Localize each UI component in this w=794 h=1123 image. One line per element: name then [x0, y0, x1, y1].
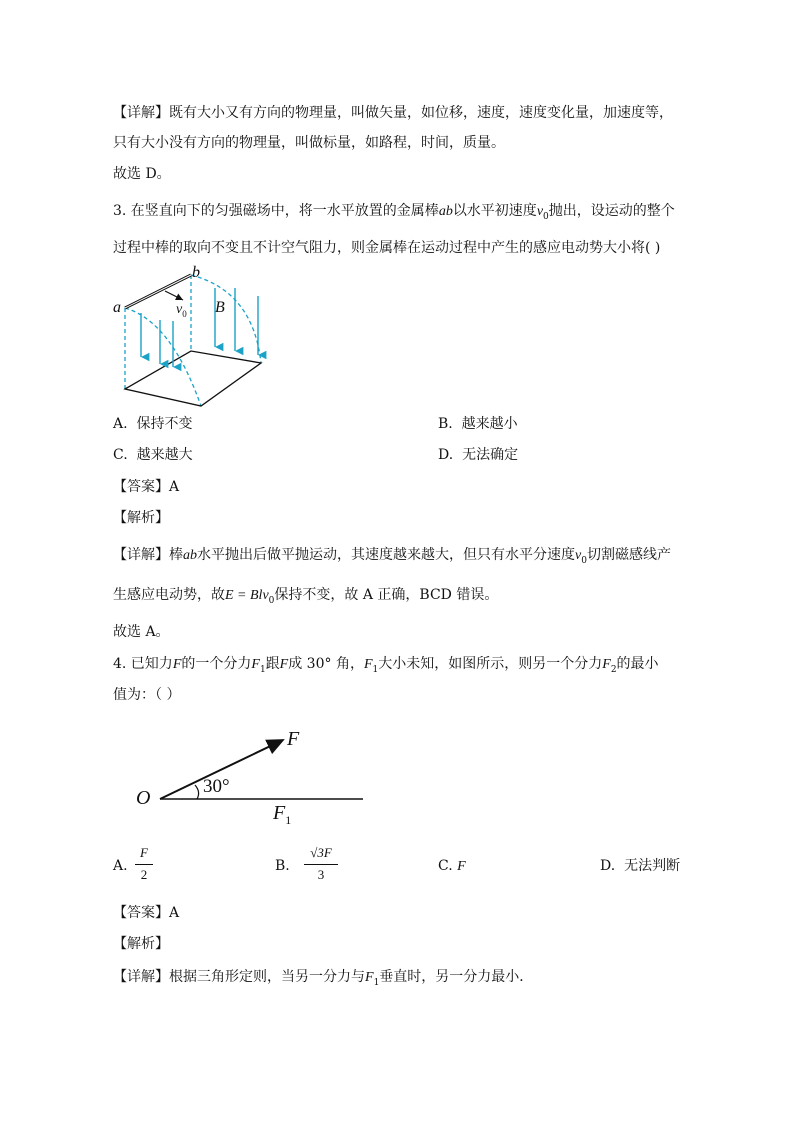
q3-figure	[113, 263, 273, 413]
q4-option-b-letter: B.	[275, 858, 290, 874]
detail-line-2: 只有大小没有方向的物理量，叫做标量，如路程，时间，质量。	[113, 135, 505, 151]
q4-option-b-fraction-bar	[304, 864, 338, 865]
q4-option-b-denominator: 3	[317, 867, 325, 882]
q4-option-d: D. 无法判断	[600, 858, 681, 874]
q3-label-a: a	[113, 299, 121, 316]
q4-detail: 【详解】根据三角形定则，当另一分力与$F_1$垂直时，另一分力最小．	[113, 969, 534, 988]
q3-label-b: b	[192, 264, 200, 281]
q4-option-a-numerator: F	[140, 845, 148, 860]
q4-label-F: F	[287, 728, 300, 750]
q4-stem-line-1: 4. 已知力F的一个分力$F_1$跟F成 30° 角，$F_1$大小未知，如图所示，则另一个分力$F_2$的最小	[113, 656, 659, 675]
q3-option-c: C. 越来越大	[113, 447, 193, 463]
q4-option-a-letter: A.	[113, 858, 128, 874]
q3-option-b: B. 越来越小	[438, 416, 518, 432]
q4-option-a-denominator: 2	[140, 867, 148, 882]
q3-conclusion: 故选 A。	[113, 624, 170, 640]
conclusion-1: 故选 D。	[113, 166, 171, 182]
q3-answer: 【答案】A	[113, 479, 180, 495]
q4-figure	[155, 730, 365, 800]
q4-option-c: C. F	[438, 858, 466, 874]
q3-analysis-label: 【解析】	[113, 510, 169, 526]
q4-stem-line-2: 值为：（ ）	[113, 687, 181, 703]
q3-detail-line-2: 生感应电动势，故E = Blv$_0$保持不变，故 A 正确，BCD 错误。	[113, 587, 499, 606]
q3-label-B: B	[215, 299, 225, 316]
q4-label-O: O	[136, 787, 151, 809]
q3-stem-line-1: 3. 在竖直向下的匀强磁场中，将一水平放置的金属棒ab以水平初速度$v_0$抛出，设运动的整个	[113, 203, 675, 222]
q3-option-d: D. 无法确定	[438, 447, 519, 463]
q4-option-a-fraction-bar	[135, 864, 153, 865]
q4-answer: 【答案】A	[113, 905, 180, 921]
q4-analysis-label: 【解析】	[113, 936, 169, 952]
q4-option-b-numerator: √3F	[310, 845, 332, 860]
q4-label-F1: $F_1$	[273, 802, 292, 827]
q4-label-angle: 30°	[203, 776, 230, 797]
q3-option-a: A. 保持不变	[113, 416, 193, 432]
detail-line-1: 【详解】既有大小又有方向的物理量，叫做矢量，如位移，速度，速度变化量，加速度等，	[113, 105, 673, 121]
q3-stem-line-2: 过程中棒的取向不变且不计空气阻力，则金属棒在运动过程中产生的感应电动势大小将( )	[113, 240, 661, 256]
q3-detail-line-1: 【详解】棒ab水平抛出后做平抛运动，其速度越来越大，但只有水平分速度$v_0$切割磁感线产	[113, 547, 671, 566]
q3-label-v0: $v_0$	[176, 302, 187, 319]
